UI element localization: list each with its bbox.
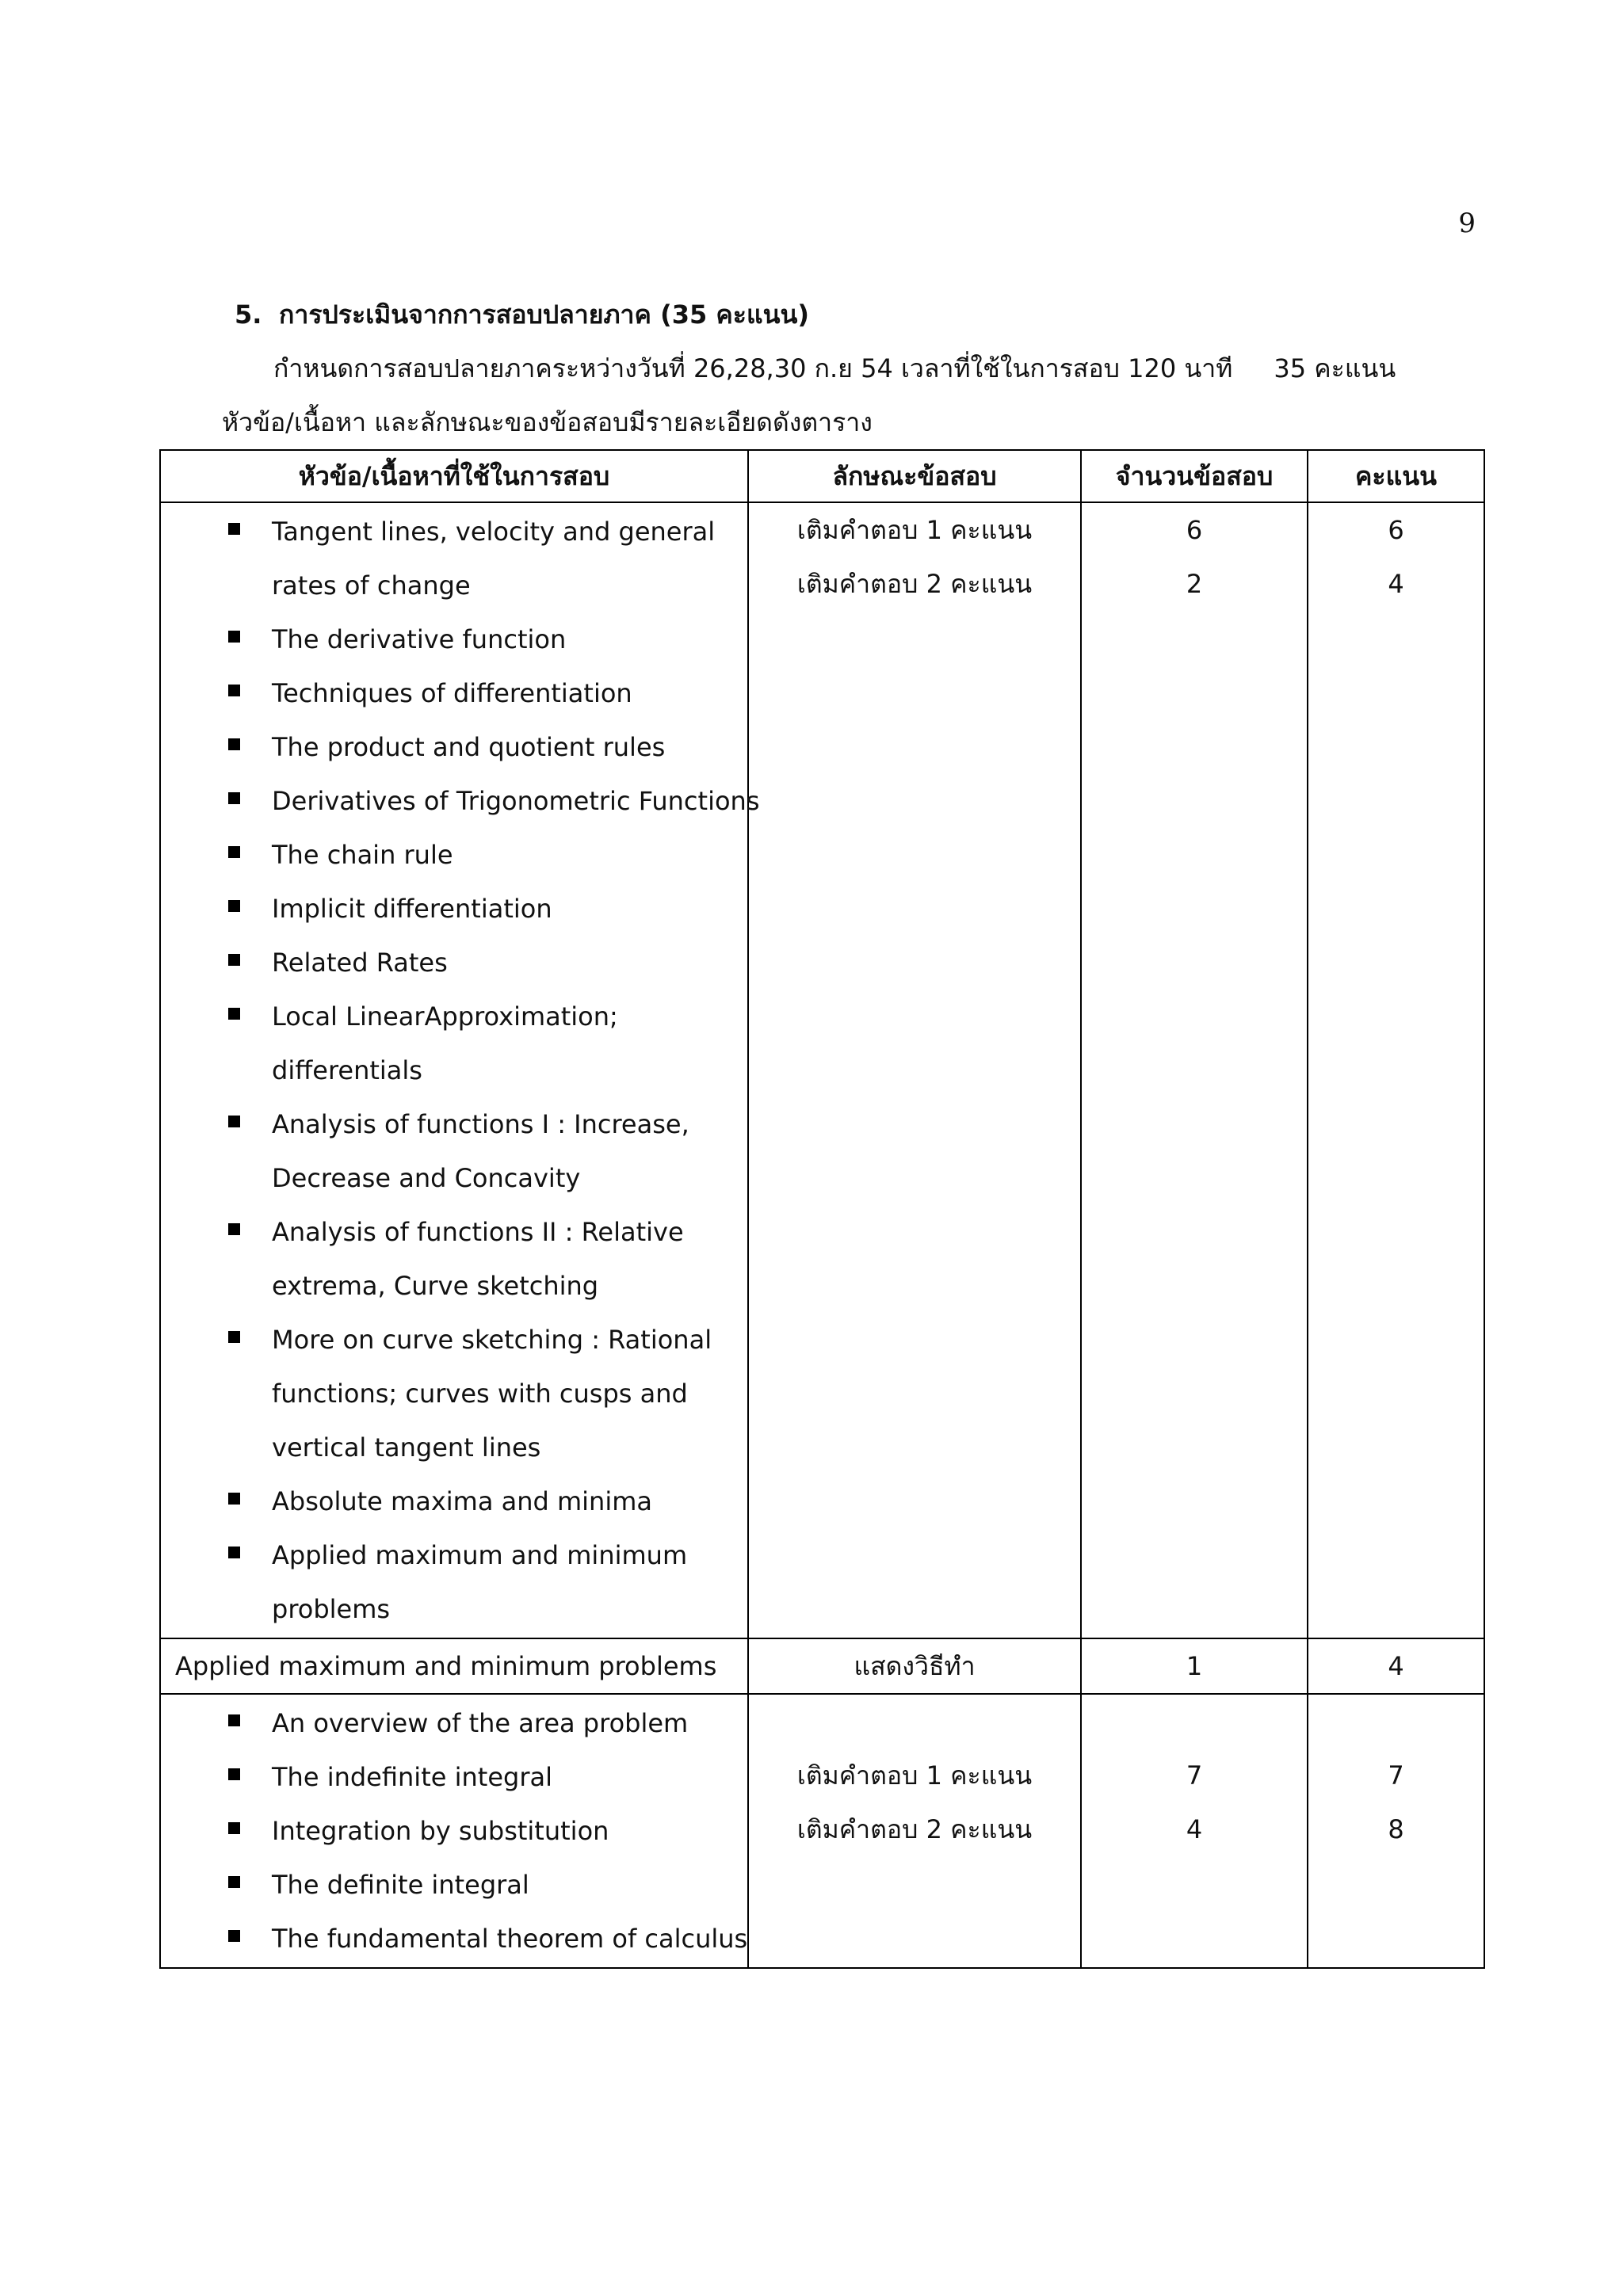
- topic-text: Analysis of functions II : Relative: [272, 1217, 684, 1247]
- square-bullet-icon: [228, 900, 240, 912]
- score-value: 8: [1388, 1814, 1404, 1844]
- square-bullet-icon: [228, 1547, 240, 1558]
- topic-text: Decrease and Concavity: [272, 1163, 581, 1193]
- topic-item: [161, 1474, 747, 1528]
- topic-text: Applied maximum and minimum: [272, 1540, 688, 1570]
- question-count: 7: [1186, 1760, 1203, 1791]
- header-score: คะแนน: [1308, 450, 1484, 502]
- topic-text: The definite integral: [272, 1870, 529, 1900]
- header-question-count: จำนวนข้อสอบ: [1081, 450, 1308, 502]
- topics-cell: [160, 1638, 748, 1694]
- topic-item: [161, 1750, 747, 1804]
- topic-text: problems: [272, 1594, 391, 1624]
- header-question-type: ลักษณะข้อสอบ: [748, 450, 1081, 502]
- topic-text: The indefinite integral: [272, 1762, 552, 1792]
- page-number: 9: [1458, 208, 1476, 239]
- exam-schedule-text: กำหนดการสอบปลายภาคระหว่างวันที่ 26,28,30 ก.ย 54 เวลาที่ใช้ในการสอบ 120 นาที: [273, 353, 1233, 383]
- topic-item: [161, 666, 747, 720]
- square-bullet-icon: [228, 846, 240, 858]
- topic-text: The product and quotient rules: [272, 732, 666, 762]
- square-bullet-icon: [228, 954, 240, 966]
- topics-cell: [160, 502, 760, 1638]
- topic-item: [161, 1097, 747, 1151]
- square-bullet-icon: [228, 792, 240, 804]
- square-bullet-icon: [228, 738, 240, 750]
- topic-text: Techniques of differentiation: [272, 678, 632, 708]
- score-value: 7: [1388, 1760, 1404, 1791]
- topic-text: Integration by substitution: [272, 1816, 609, 1846]
- header-topics: หัวข้อ/เนื้อหาที่ใช้ในการสอบ: [160, 450, 748, 502]
- topic-continuation: [161, 1582, 747, 1636]
- score-value: 6: [1388, 515, 1404, 545]
- question-type: เติมคำตอบ 2 คะแนน: [796, 569, 1033, 599]
- topic-continuation: [161, 1151, 747, 1205]
- topic-text: extrema, Curve sketching: [272, 1271, 599, 1301]
- topic-text: Local LinearApproximation;: [272, 1001, 618, 1032]
- section-number: 5.: [235, 299, 262, 330]
- square-bullet-icon: [228, 1008, 240, 1020]
- topic-list: [161, 1695, 747, 1967]
- topic-item: [161, 612, 747, 666]
- topic-text: More on curve sketching : Rational: [272, 1325, 712, 1355]
- topic-item: [161, 990, 747, 1043]
- question-count: 1: [1186, 1651, 1203, 1681]
- topic-item: [161, 936, 747, 990]
- square-bullet-icon: [228, 1714, 240, 1726]
- table-header-row: [160, 450, 1484, 502]
- topic-text: The chain rule: [272, 840, 453, 870]
- question-type-cell: [748, 502, 1081, 1638]
- topic-text: rates of change: [272, 570, 471, 601]
- question-count-cell: [1081, 1694, 1308, 1968]
- score-cell: [1308, 502, 1484, 1638]
- topic-item: [161, 1696, 747, 1750]
- question-type: แสดงวิธีทำ: [854, 1651, 976, 1681]
- topic-item: [161, 882, 747, 936]
- topic-text: Analysis of functions I : Increase,: [272, 1109, 689, 1139]
- table-row: [160, 502, 1484, 1638]
- square-bullet-icon: [228, 631, 240, 643]
- square-bullet-icon: [228, 1493, 240, 1505]
- table-row: [160, 1638, 1484, 1694]
- square-bullet-icon: [228, 1822, 240, 1834]
- square-bullet-icon: [228, 1116, 240, 1127]
- topic-text: Applied maximum and minimum problems: [175, 1651, 717, 1681]
- question-type: เติมคำตอบ 1 คะแนน: [796, 515, 1033, 545]
- topic-item: [161, 1804, 747, 1858]
- topic-item: [161, 774, 760, 828]
- topic-continuation: [161, 1367, 747, 1421]
- score-value: 4: [1388, 569, 1404, 599]
- topic-item: [161, 828, 747, 882]
- square-bullet-icon: [228, 523, 240, 535]
- topic-continuation: [161, 1259, 747, 1313]
- topic-text: Implicit differentiation: [272, 894, 552, 924]
- topics-cell: [160, 1694, 748, 1968]
- topic-item: [161, 720, 747, 774]
- question-count: 4: [1186, 1814, 1203, 1844]
- topic-continuation: [161, 559, 747, 612]
- question-type: เติมคำตอบ 2 คะแนน: [796, 1814, 1033, 1844]
- topic-continuation: [161, 1421, 747, 1474]
- square-bullet-icon: [228, 685, 240, 696]
- section-title: การประเมินจากการสอบปลายภาค (35 คะแนน): [279, 299, 809, 330]
- square-bullet-icon: [228, 1331, 240, 1343]
- intro-line-2: หัวข้อ/เนื้อหา และลักษณะของข้อสอบมีรายละเอียดดังตาราง: [222, 407, 873, 437]
- square-bullet-icon: [228, 1768, 240, 1780]
- topic-text: Related Rates: [272, 948, 448, 978]
- topic-text: Tangent lines, velocity and general: [272, 517, 716, 547]
- topic-text: Derivatives of Trigonometric Functions: [272, 786, 760, 816]
- intro-line-1: [273, 349, 1396, 389]
- question-count-cell: [1081, 502, 1308, 1638]
- table-row: [160, 1694, 1484, 1968]
- question-type: เติมคำตอบ 1 คะแนน: [796, 1760, 1033, 1791]
- question-count: 6: [1186, 515, 1203, 545]
- score-cell: [1308, 1638, 1484, 1694]
- score-cell: [1308, 1694, 1484, 1968]
- topic-item: [161, 1205, 747, 1259]
- topic-text: vertical tangent lines: [272, 1432, 541, 1463]
- topic-list: [161, 503, 760, 1638]
- square-bullet-icon: [228, 1223, 240, 1235]
- topic-text: differentials: [272, 1055, 422, 1085]
- topic-item: [161, 1528, 747, 1582]
- exam-total-points: 35 คะแนน: [1274, 353, 1396, 383]
- topic-item: [161, 1858, 747, 1912]
- topic-item: [161, 1313, 747, 1367]
- question-count: 2: [1186, 569, 1203, 599]
- topic-item: [161, 1912, 747, 1966]
- topic-continuation: [161, 1043, 747, 1097]
- square-bullet-icon: [228, 1930, 240, 1942]
- topic-text: functions; curves with cusps and: [272, 1379, 688, 1409]
- question-count-cell: [1081, 1638, 1308, 1694]
- question-type-cell: [748, 1638, 1081, 1694]
- topic-text: An overview of the area problem: [272, 1708, 689, 1738]
- exam-topics-table: [159, 449, 1485, 1969]
- topic-text: The fundamental theorem of calculus: [272, 1924, 748, 1954]
- score-value: 4: [1388, 1651, 1404, 1681]
- topic-text: Absolute maxima and minima: [272, 1486, 652, 1516]
- question-type-cell: [748, 1694, 1081, 1968]
- topic-item: [161, 505, 747, 559]
- topic-text: The derivative function: [272, 624, 567, 654]
- section-heading: [235, 295, 809, 335]
- square-bullet-icon: [228, 1876, 240, 1888]
